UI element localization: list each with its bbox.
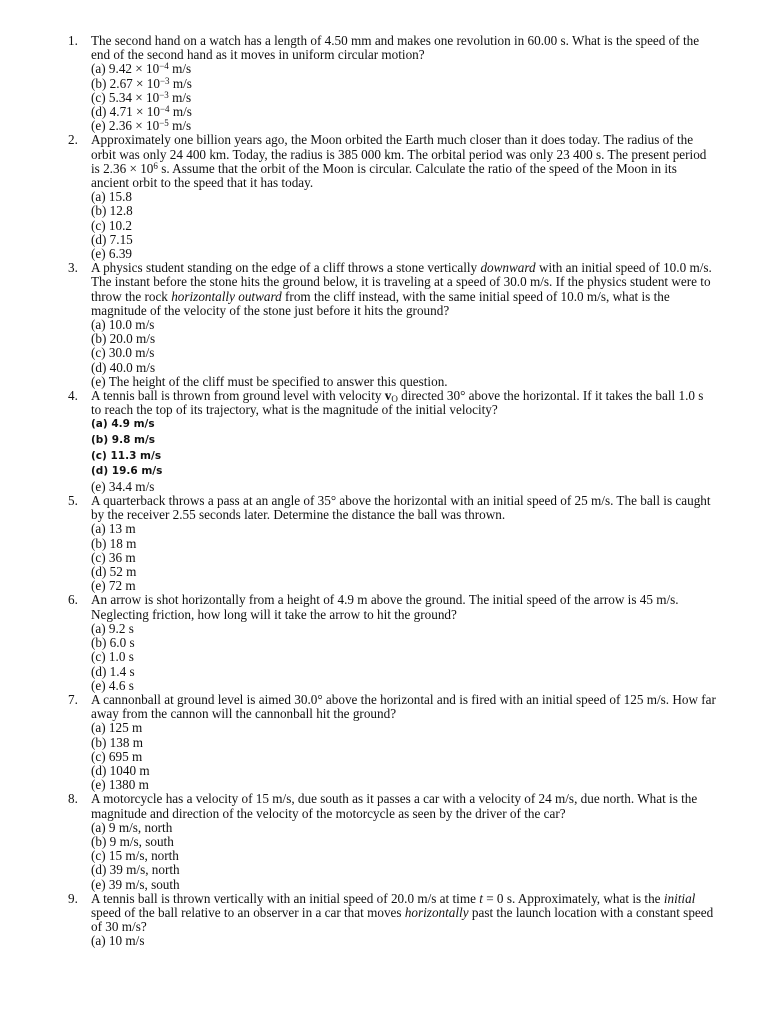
- answer-choice: [91, 346, 716, 360]
- answer-choices: [91, 934, 716, 948]
- answer-choice-text: m/s: [168, 118, 192, 134]
- answer-choice: [91, 62, 716, 76]
- question-text-segment: A motorcycle has a velocity of 15 m/s, due south as it passes a car with a velocity of 24 m/s, due north. What is the magnitude and direction of the velocity of the motorcycle as seen by the driver of the car?: [91, 791, 698, 821]
- answer-choice: [91, 332, 716, 346]
- answer-choices: [91, 417, 716, 494]
- question-2: [0, 133, 768, 261]
- answer-choice-text: (c) 1.0 s: [91, 649, 134, 665]
- question-3: [0, 261, 768, 389]
- answer-choice: [91, 636, 716, 650]
- answer-choice-text: (d) 1040 m: [91, 762, 150, 778]
- answer-choice-text: (e) 4.6 s: [91, 677, 134, 693]
- answer-choice: [91, 821, 716, 835]
- question-number: 8.: [68, 791, 78, 807]
- answer-choice: [91, 522, 716, 536]
- answer-choice: [91, 77, 716, 91]
- answer-choices: [91, 622, 716, 693]
- question-text: [91, 593, 716, 621]
- question-text-segment: O: [391, 394, 398, 405]
- answer-choice: [91, 417, 716, 433]
- answer-choice-text: (c) 36 m: [91, 549, 136, 565]
- question-text-segment: from the cliff instead, with the same initial speed of 10.0 m/s, what is the magnitude of the velocity of the stone just before it hits the ground?: [91, 288, 670, 318]
- answer-choice: [91, 565, 716, 579]
- question-text-segment: = 0 s. Approximately, what is the: [482, 890, 664, 906]
- question-6: [0, 593, 768, 692]
- answer-choices: [91, 721, 716, 792]
- question-text: [91, 792, 716, 820]
- answer-choice-text: (e) 72 m: [91, 578, 136, 594]
- answer-choice-text: (e) 1380 m: [91, 777, 149, 793]
- question-text-segment: A tennis ball is thrown from ground level with velocity: [91, 388, 385, 404]
- answer-choice-text: (e) 39 m/s, south: [91, 876, 180, 892]
- question-text: [91, 494, 716, 522]
- answer-choice: [91, 449, 716, 465]
- answer-choice-text: −4: [159, 104, 170, 115]
- answer-choice-text: (b) 6.0 s: [91, 635, 135, 651]
- answer-choice-text: (a) 10 m/s: [91, 933, 145, 949]
- question-text: [91, 389, 716, 417]
- answer-choice: [91, 934, 716, 948]
- answer-choice: [91, 204, 716, 218]
- answer-choice: [91, 679, 716, 693]
- answer-choice: [91, 105, 716, 119]
- answer-choice: [91, 579, 716, 593]
- answer-choice-text: (e) The height of the cliff must be specified to answer this question.: [91, 373, 448, 389]
- answer-choice-text: (c) 10.2: [91, 217, 133, 233]
- question-text-segment: directed 30° above the horizontal. If it takes the ball 1.0 s to reach the top of its trajectory, what is the magnitude of the initial velocity?: [91, 388, 704, 418]
- answer-choice-text: (d) 19.6 m/s: [91, 465, 163, 478]
- answer-choice-text: (b) 12.8: [91, 203, 133, 219]
- question-text-segment: past the launch location with a constant speed of 30 m/s?: [91, 904, 714, 935]
- question-text-segment: A cannonball at ground level is aimed 30.0° above the horizontal and is fired with an initial speed of 125 m/s. How far away from the cannon will the cannonball hit the ground?: [91, 691, 716, 722]
- answer-choice-text: −3: [159, 89, 169, 100]
- answer-choice-text: (a) 13 m: [91, 521, 136, 537]
- answer-choice-text: (b) 2.67 × 10: [91, 75, 160, 91]
- question-text-segment: A tennis ball is thrown vertically with an initial speed of 20.0 m/s at time: [91, 890, 480, 906]
- question-text-segment: v: [384, 388, 392, 404]
- question-text-segment: 6: [153, 160, 158, 171]
- answer-choice-text: (d) 52 m: [91, 564, 137, 580]
- answer-choice: [91, 318, 716, 332]
- answer-choice: [91, 233, 716, 247]
- question-text: [91, 892, 716, 935]
- question-text-segment: with an initial speed of 10.0 m/s. The instant before the stone hits the ground below, it is traveling at a speed of 30.0 m/s. If the physics student were to throw the rock: [91, 260, 712, 304]
- answer-choice-text: (b) 138 m: [91, 734, 144, 750]
- answer-choice-text: (e) 6.39: [91, 246, 133, 262]
- answer-choice: [91, 665, 716, 679]
- answer-choice-text: (b) 18 m: [91, 535, 137, 551]
- answer-choice-text: (c) 5.34 × 10: [91, 89, 160, 105]
- question-number: 9.: [68, 890, 78, 906]
- answer-choices: [91, 522, 716, 593]
- answer-choice-text: m/s: [168, 89, 192, 105]
- answer-choices: [91, 821, 716, 892]
- question-text-segment: speed of the ball relative to an observer in a car that moves: [91, 904, 405, 920]
- answer-choice: [91, 849, 716, 863]
- answer-choice: [91, 537, 716, 551]
- question-text: [91, 261, 716, 318]
- answer-choice: [91, 190, 716, 204]
- question-text-segment: The second hand on a watch has a length of 4.50 mm and makes one revolution in 60.00 s. What is the speed of the end of the second hand as it moves in uniform circular motion?: [91, 33, 700, 63]
- question-text-segment: An arrow is shot horizontally from a height of 4.9 m above the ground. The initial speed of the arrow is 45 m/s. Neglecting friction, how long will it take the arrow to hit the ground?: [91, 592, 679, 622]
- answer-choice-text: −5: [159, 118, 169, 129]
- question-number: 3.: [68, 260, 78, 276]
- question-text-segment: initial: [663, 890, 696, 906]
- answer-choice: [91, 119, 716, 133]
- answer-choice: [91, 464, 716, 480]
- answer-choice-text: (a) 10.0 m/s: [91, 317, 155, 333]
- answer-choice-text: (d) 40.0 m/s: [91, 359, 156, 375]
- answer-choice: [91, 551, 716, 565]
- answer-choice: [91, 375, 716, 389]
- question-4: [0, 389, 768, 494]
- answer-choice-text: (c) 15 m/s, north: [91, 848, 179, 864]
- question-text-segment: A physics student standing on the edge of a cliff throws a stone vertically: [91, 260, 481, 276]
- answer-choice-text: (c) 30.0 m/s: [91, 345, 155, 361]
- question-1: [0, 34, 768, 133]
- question-text-segment: A quarterback throws a pass at an angle of 35° above the horizontal with an initial speed of 25 m/s. The ball is caught by the receiver 2.55 seconds later. Determine the distance the ball was thrown.: [91, 493, 711, 523]
- question-number: 2.: [68, 132, 78, 148]
- answer-choice-text: (c) 11.3 m/s: [91, 449, 162, 462]
- answer-choice-text: (b) 9.8 m/s: [91, 434, 156, 447]
- answer-choice-text: (a) 125 m: [91, 720, 143, 736]
- answer-choice: [91, 778, 716, 792]
- question-number: 1.: [68, 33, 78, 48]
- answer-choice-text: (d) 39 m/s, north: [91, 862, 180, 878]
- answer-choice-text: (a) 4.9 m/s: [91, 418, 155, 431]
- question-8: [0, 792, 768, 891]
- question-number: 7.: [68, 691, 78, 707]
- question-number: 6.: [68, 592, 78, 608]
- answer-choice: [91, 433, 716, 449]
- question-text: [91, 34, 716, 62]
- answer-choice-text: (d) 1.4 s: [91, 663, 135, 679]
- answer-choice-text: (a) 9.42 × 10: [91, 61, 160, 77]
- question-text-segment: horizontally outward: [171, 288, 282, 304]
- answer-choice: [91, 247, 716, 261]
- answer-choice: [91, 721, 716, 735]
- answer-choice-text: m/s: [169, 75, 192, 91]
- answer-choice-text: (c) 695 m: [91, 748, 143, 764]
- question-text-segment: Approximately one billion years ago, the Moon orbited the Earth much closer than it does today. The radius of the orbit was only 24 400 km. Today, the radius is 385 000 km. The orbital period was only 23 400 s. The present period is 2.36 × 10: [91, 132, 707, 176]
- answer-choice: [91, 764, 716, 778]
- answer-choice: [91, 480, 716, 494]
- question-number: 5.: [68, 493, 78, 509]
- question-text: [91, 693, 716, 721]
- answer-choice-text: −3: [159, 75, 170, 86]
- answer-choice-text: m/s: [169, 104, 192, 120]
- answer-choice-text: (d) 7.15: [91, 231, 133, 247]
- answer-choice: [91, 91, 716, 105]
- answer-choice: [91, 736, 716, 750]
- answer-choice: [91, 361, 716, 375]
- answer-choices: [91, 62, 716, 133]
- answer-choice: [91, 835, 716, 849]
- worksheet-page: [0, 34, 768, 949]
- question-text: [91, 133, 716, 190]
- answer-choice-text: (e) 34.4 m/s: [91, 478, 155, 494]
- question-text-segment: t: [479, 890, 483, 906]
- answer-choice-text: (a) 9 m/s, north: [91, 819, 173, 835]
- answer-choice: [91, 219, 716, 233]
- answer-choice: [91, 750, 716, 764]
- question-text-segment: downward: [480, 260, 536, 276]
- question-7: [0, 693, 768, 792]
- answer-choices: [91, 318, 716, 389]
- answer-choice-text: (b) 9 m/s, south: [91, 833, 174, 849]
- question-text-segment: horizontally: [404, 904, 469, 920]
- answer-choice-text: (b) 20.0 m/s: [91, 331, 156, 347]
- answer-choice-text: (a) 9.2 s: [91, 620, 134, 636]
- answer-choices: [91, 190, 716, 261]
- answer-choice: [91, 863, 716, 877]
- answer-choice-text: (a) 15.8: [91, 189, 133, 205]
- answer-choice-text: (e) 2.36 × 10: [91, 118, 160, 134]
- question-9: [0, 892, 768, 949]
- question-text-segment: s. Assume that the orbit of the Moon is circular. Calculate the ratio of the speed of the Moon in its ancient orbit to the speed that it has today.: [91, 160, 677, 191]
- answer-choice-text: m/s: [168, 61, 192, 77]
- question-number: 4.: [68, 388, 78, 404]
- answer-choice: [91, 622, 716, 636]
- answer-choice-text: (d) 4.71 × 10: [91, 104, 160, 120]
- question-5: [0, 494, 768, 593]
- answer-choice: [91, 650, 716, 664]
- answer-choice: [91, 878, 716, 892]
- answer-choice-text: −4: [159, 61, 169, 72]
